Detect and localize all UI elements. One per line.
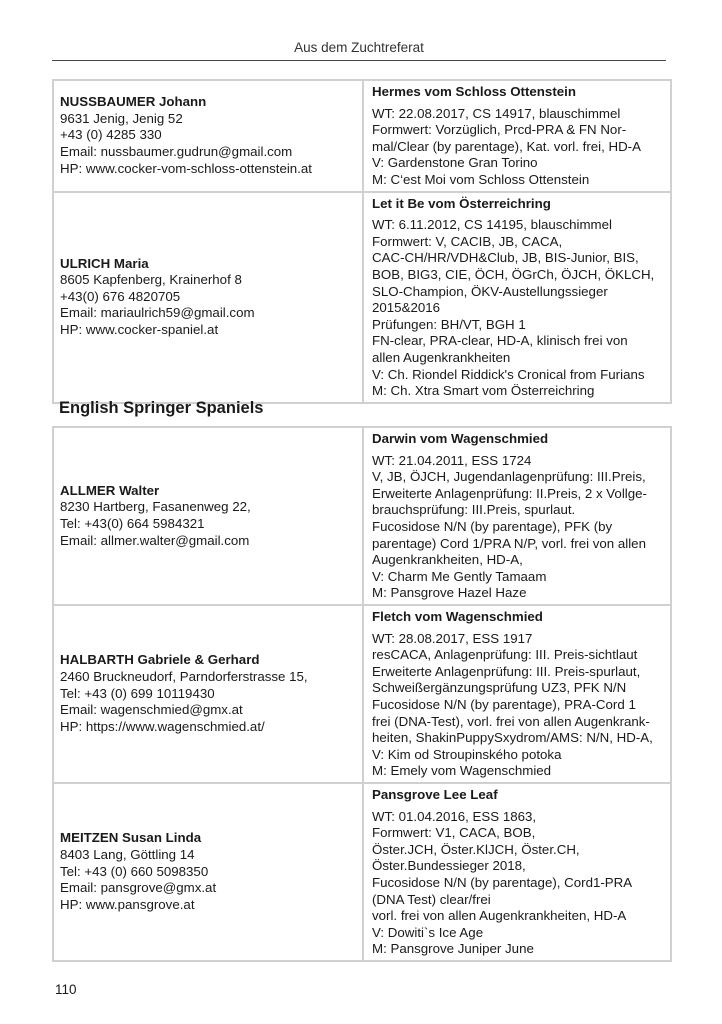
breeder-row xyxy=(53,80,671,192)
contact-line: 2460 Bruckneudorf, Parndorferstrasse 15, xyxy=(60,669,308,685)
contact-line: 9631 Jenig, Jenig 52 xyxy=(60,110,183,126)
dog-detail-line: Formwert: Vorzüglich, Prcd-PRA & FN Nor- xyxy=(372,122,627,138)
dog-detail-line: resCACA, Anlagenprüfung: III. Preis-sichtlaut xyxy=(372,647,638,663)
dog-info xyxy=(363,192,671,403)
dog-detail-line: M: Pansgrove Juniper June xyxy=(372,941,534,957)
breeder-name: ALLMER Walter xyxy=(60,482,160,498)
dog-detail-line: Erweiterte Anlagenprüfung: II.Preis, 2 x Vollge- xyxy=(372,485,647,501)
breeder-name: NUSSBAUMER Johann xyxy=(60,94,207,110)
contact-line: Email: pansgrove@gmx.at xyxy=(60,880,217,896)
contact-line: Email: mariaulrich59@gmail.com xyxy=(60,305,255,321)
cocker-breeders-table xyxy=(52,79,672,404)
dog-detail-line: Erweiterte Anlagenprüfung: III. Preis-spurlaut, xyxy=(372,663,641,679)
dog-name: Fletch vom Wagenschmied xyxy=(372,608,543,624)
breeder-contact xyxy=(53,80,363,192)
dog-info xyxy=(363,427,671,605)
dog-name: Hermes vom Schloss Ottenstein xyxy=(372,84,576,99)
breeder-name: MEITZEN Susan Linda xyxy=(60,830,202,846)
dog-detail-line: WT: 01.04.2016, ESS 1863, xyxy=(372,808,537,824)
dog-info xyxy=(363,783,671,961)
dog-name: Pansgrove Lee Leaf xyxy=(372,786,498,802)
running-header: Aus dem Zuchtreferat xyxy=(294,40,424,55)
dog-detail-line: mal/Clear (by parentage), Kat. vorl. frei, HD-A xyxy=(372,138,641,154)
breeder-name: ULRICH Maria xyxy=(60,255,149,271)
contact-line: 8605 Kapfenberg, Krainerhof 8 xyxy=(60,272,242,288)
dog-detail-line: vorl. frei von allen Augenkrankheiten, HD-A xyxy=(372,908,627,924)
breeder-contact xyxy=(53,605,363,783)
springer-breeders-table xyxy=(52,426,672,962)
dog-detail-line: CAC-CH/HR/VDH&Club, JB, BIS-Junior, BIS, xyxy=(372,250,639,266)
dog-detail-line: Öster.Bundessieger 2018, xyxy=(372,858,526,874)
breeder-row xyxy=(53,427,671,605)
contact-line: 8403 Lang, Göttling 14 xyxy=(60,847,195,863)
dog-detail-line: M: Ch. Xtra Smart vom Österreichring xyxy=(372,383,595,399)
dog-detail-line: Öster.JCH, Öster.KlJCH, Öster.CH, xyxy=(372,841,580,857)
contact-line: HP: www.cocker-vom-schloss-ottenstein.at xyxy=(60,160,312,176)
dog-name: Let it Be vom Österreichring xyxy=(372,195,551,211)
contact-line: 8230 Hartberg, Fasanenweg 22, xyxy=(60,499,251,515)
header-divider xyxy=(52,60,666,61)
dog-info xyxy=(363,80,671,192)
dog-detail-line: WT: 6.11.2012, CS 14195, blauschimmel xyxy=(372,217,612,233)
contact-line: Email: nussbaumer.gudrun@gmail.com xyxy=(60,144,293,160)
dog-detail-line: WT: 28.08.2017, ESS 1917 xyxy=(372,630,533,646)
contact-line: Email: wagenschmied@gmx.at xyxy=(60,702,243,718)
contact-line: +43(0) 676 4820705 xyxy=(60,288,181,304)
breeder-contact xyxy=(53,427,363,605)
contact-line: Tel: +43(0) 664 5984321 xyxy=(60,515,205,531)
dog-detail-line: V: Gardenstone Gran Torino xyxy=(372,155,538,171)
breeder-contact xyxy=(53,192,363,403)
dog-detail-line: Fucosidose N/N (by parentage), PRA-Cord 1 xyxy=(372,696,636,712)
dog-detail-line: Augenkrankheiten, HD-A, xyxy=(372,552,523,568)
dog-detail-line: (DNA Test) clear/frei xyxy=(372,891,491,907)
dog-detail-line: M: Pansgrove Hazel Haze xyxy=(372,585,527,601)
contact-line: Tel: +43 (0) 699 10119430 xyxy=(60,685,215,701)
dog-detail-line: WT: 22.08.2017, CS 14917, blauschimmel xyxy=(372,105,621,121)
section-heading: English Springer Spaniels xyxy=(59,399,264,417)
dog-detail-line: Schweißergänzungsprüfung UZ3, PFK N/N xyxy=(372,680,627,696)
dog-detail-line: M: C‘est Moi vom Schloss Ottenstein xyxy=(372,171,590,187)
dog-detail-line: frei (DNA-Test), vorl. frei von allen Augenkrank- xyxy=(372,713,650,729)
dog-detail-line: Formwert: V, CACIB, JB, CACA, xyxy=(372,233,563,249)
dog-detail-line: V: Kim od Stroupinského potoka xyxy=(372,746,562,762)
dog-detail-line: Prüfungen: BH/VT, BGH 1 xyxy=(372,316,526,332)
dog-detail-line: 2015&2016 xyxy=(372,300,441,316)
breeder-row xyxy=(53,783,671,961)
dog-detail-line: V: Charm Me Gently Tamaam xyxy=(372,568,547,584)
dog-info xyxy=(363,605,671,783)
dog-detail-line: BOB, BIG3, CIE, ÖCH, ÖGrCh, ÖJCH, ÖKLCH, xyxy=(372,266,655,282)
breeder-name: HALBARTH Gabriele & Gerhard xyxy=(60,652,260,668)
dog-detail-line: V, JB, ÖJCH, Jugendanlagenprüfung: III.Preis, xyxy=(372,469,646,485)
dog-detail-line: Fucosidose N/N (by parentage), Cord1-PRA xyxy=(372,874,633,890)
dog-name: Darwin vom Wagenschmied xyxy=(372,431,549,446)
breeder-row xyxy=(53,192,671,403)
dog-detail-line: brauchsprüfung: III.Preis, spurlaut. xyxy=(372,502,576,518)
contact-line: Tel: +43 (0) 660 5098350 xyxy=(60,863,209,879)
dog-detail-line: WT: 21.04.2011, ESS 1724 xyxy=(372,452,532,468)
dog-detail-line: V: Ch. Riondel Riddick's Cronical from Furians xyxy=(372,366,645,382)
breeder-contact xyxy=(53,783,363,961)
contact-line: +43 (0) 4285 330 xyxy=(60,127,162,143)
dog-detail-line: Fucosidose N/N (by parentage), PFK (by xyxy=(372,518,613,534)
dog-detail-line: SLO-Champion, ÖKV-Austellungssieger xyxy=(372,283,608,299)
contact-line: HP: www.pansgrove.at xyxy=(60,896,195,912)
dog-detail-line: FN-clear, PRA-clear, HD-A, klinisch frei von xyxy=(372,333,628,349)
page-number: 110 xyxy=(55,982,77,997)
contact-line: Email: allmer.walter@gmail.com xyxy=(60,532,250,548)
dog-detail-line: Formwert: V1, CACA, BOB, xyxy=(372,825,536,841)
dog-detail-line: allen Augenkrankheiten xyxy=(372,349,511,365)
dog-detail-line: heiten, ShakinPuppySxydrom/AMS: N/N, HD-A, xyxy=(372,730,653,746)
dog-detail-line: parentage) Cord 1/PRA N/P, vorl. frei von allen xyxy=(372,535,646,551)
contact-line: HP: https://www.wagenschmied.at/ xyxy=(60,718,265,734)
dog-detail-line: M: Emely vom Wagenschmied xyxy=(372,763,552,779)
breeder-row xyxy=(53,605,671,783)
contact-line: HP: www.cocker-spaniel.at xyxy=(60,322,219,338)
dog-detail-line: V: Dowiti`s Ice Age xyxy=(372,924,484,940)
